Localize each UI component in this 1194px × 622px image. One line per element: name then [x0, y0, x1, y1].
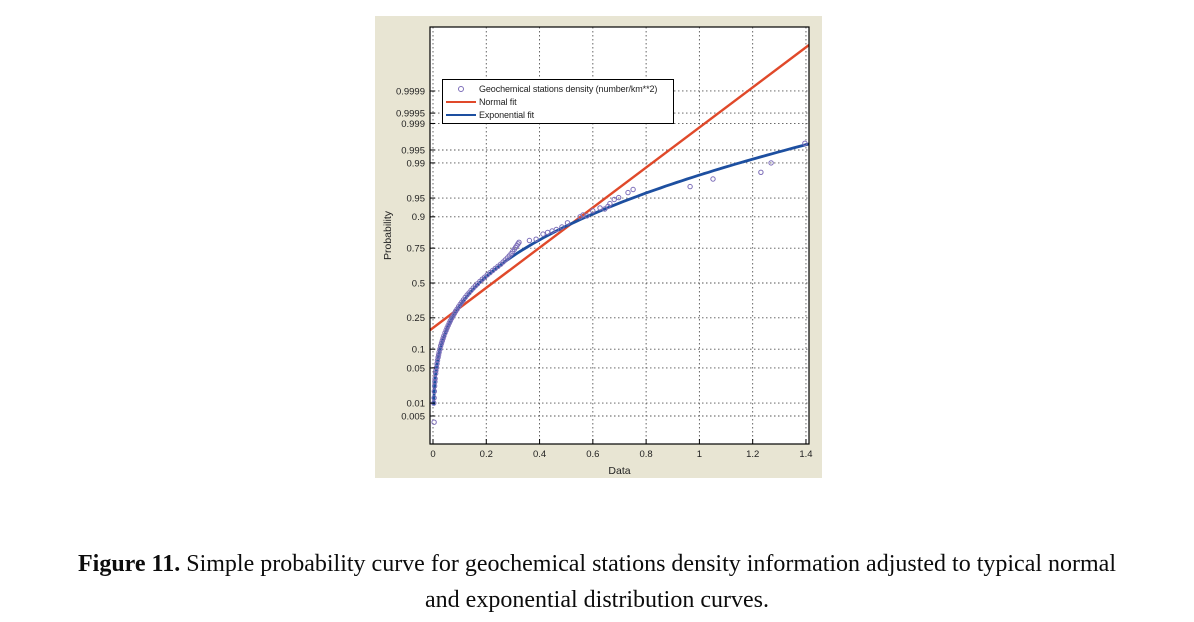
x-tick-label: 0: [430, 449, 436, 460]
x-tick-label: 0.2: [479, 449, 493, 460]
legend-row-stations: [443, 82, 673, 95]
x-tick-label: 1.4: [799, 449, 813, 460]
legend-label-normal-fit: Normal fit: [479, 96, 517, 107]
x-tick-label: 0.4: [532, 449, 547, 460]
y-tick-label: 0.9995: [395, 108, 425, 120]
y-tick-label: 0.9: [411, 212, 425, 224]
y-tick-label: 0.5: [411, 278, 425, 290]
scatter-marker-icon: [458, 86, 464, 92]
y-tick-label: 0.25: [406, 313, 425, 325]
exponential-fit-line-icon: [446, 114, 476, 116]
legend-row-normal-fit: [443, 95, 673, 108]
x-tick-label: 1.2: [746, 449, 760, 460]
figure-label: Figure 11.: [77, 551, 181, 577]
y-tick-label: 0.99: [406, 158, 425, 170]
legend-label-stations: Geochemical stations density (number/km**2): [479, 83, 658, 94]
legend-sample: [443, 86, 479, 92]
legend-row-exponential-fit: [443, 108, 673, 121]
legend-sample: [443, 114, 479, 116]
x-tick-label: 1: [696, 449, 703, 460]
y-tick-label: 0.999: [401, 118, 425, 130]
legend-label-exponential-fit: Exponential fit: [479, 109, 535, 120]
x-tick-label: 0.8: [639, 449, 653, 460]
x-axis-label: Data: [608, 465, 631, 477]
legend: [442, 79, 674, 124]
y-tick-label: 0.9999: [395, 86, 425, 98]
legend-sample: [443, 101, 479, 103]
y-tick-label: 0.75: [406, 243, 425, 255]
caption-text-1: Simple probability curve for geochemical stations density information adjusted to typical normal: [180, 551, 1116, 577]
y-tick-label: 0.95: [406, 193, 425, 205]
normal-fit-line-icon: [446, 101, 476, 103]
y-tick-label: 0.005: [401, 411, 425, 423]
figure-caption: [0, 546, 1194, 618]
y-tick-label: 0.1: [411, 344, 425, 356]
caption-line-2: and exponential distribution curves.: [425, 587, 769, 613]
y-tick-label: 0.995: [401, 145, 425, 157]
figure-panel: [375, 16, 822, 478]
y-tick-label: 0.01: [406, 398, 425, 410]
x-tick-label: 0.6: [586, 449, 600, 460]
caption-line-1: [0, 546, 1194, 582]
y-axis-label: Probability: [382, 210, 394, 261]
y-tick-label: 0.05: [406, 363, 425, 375]
